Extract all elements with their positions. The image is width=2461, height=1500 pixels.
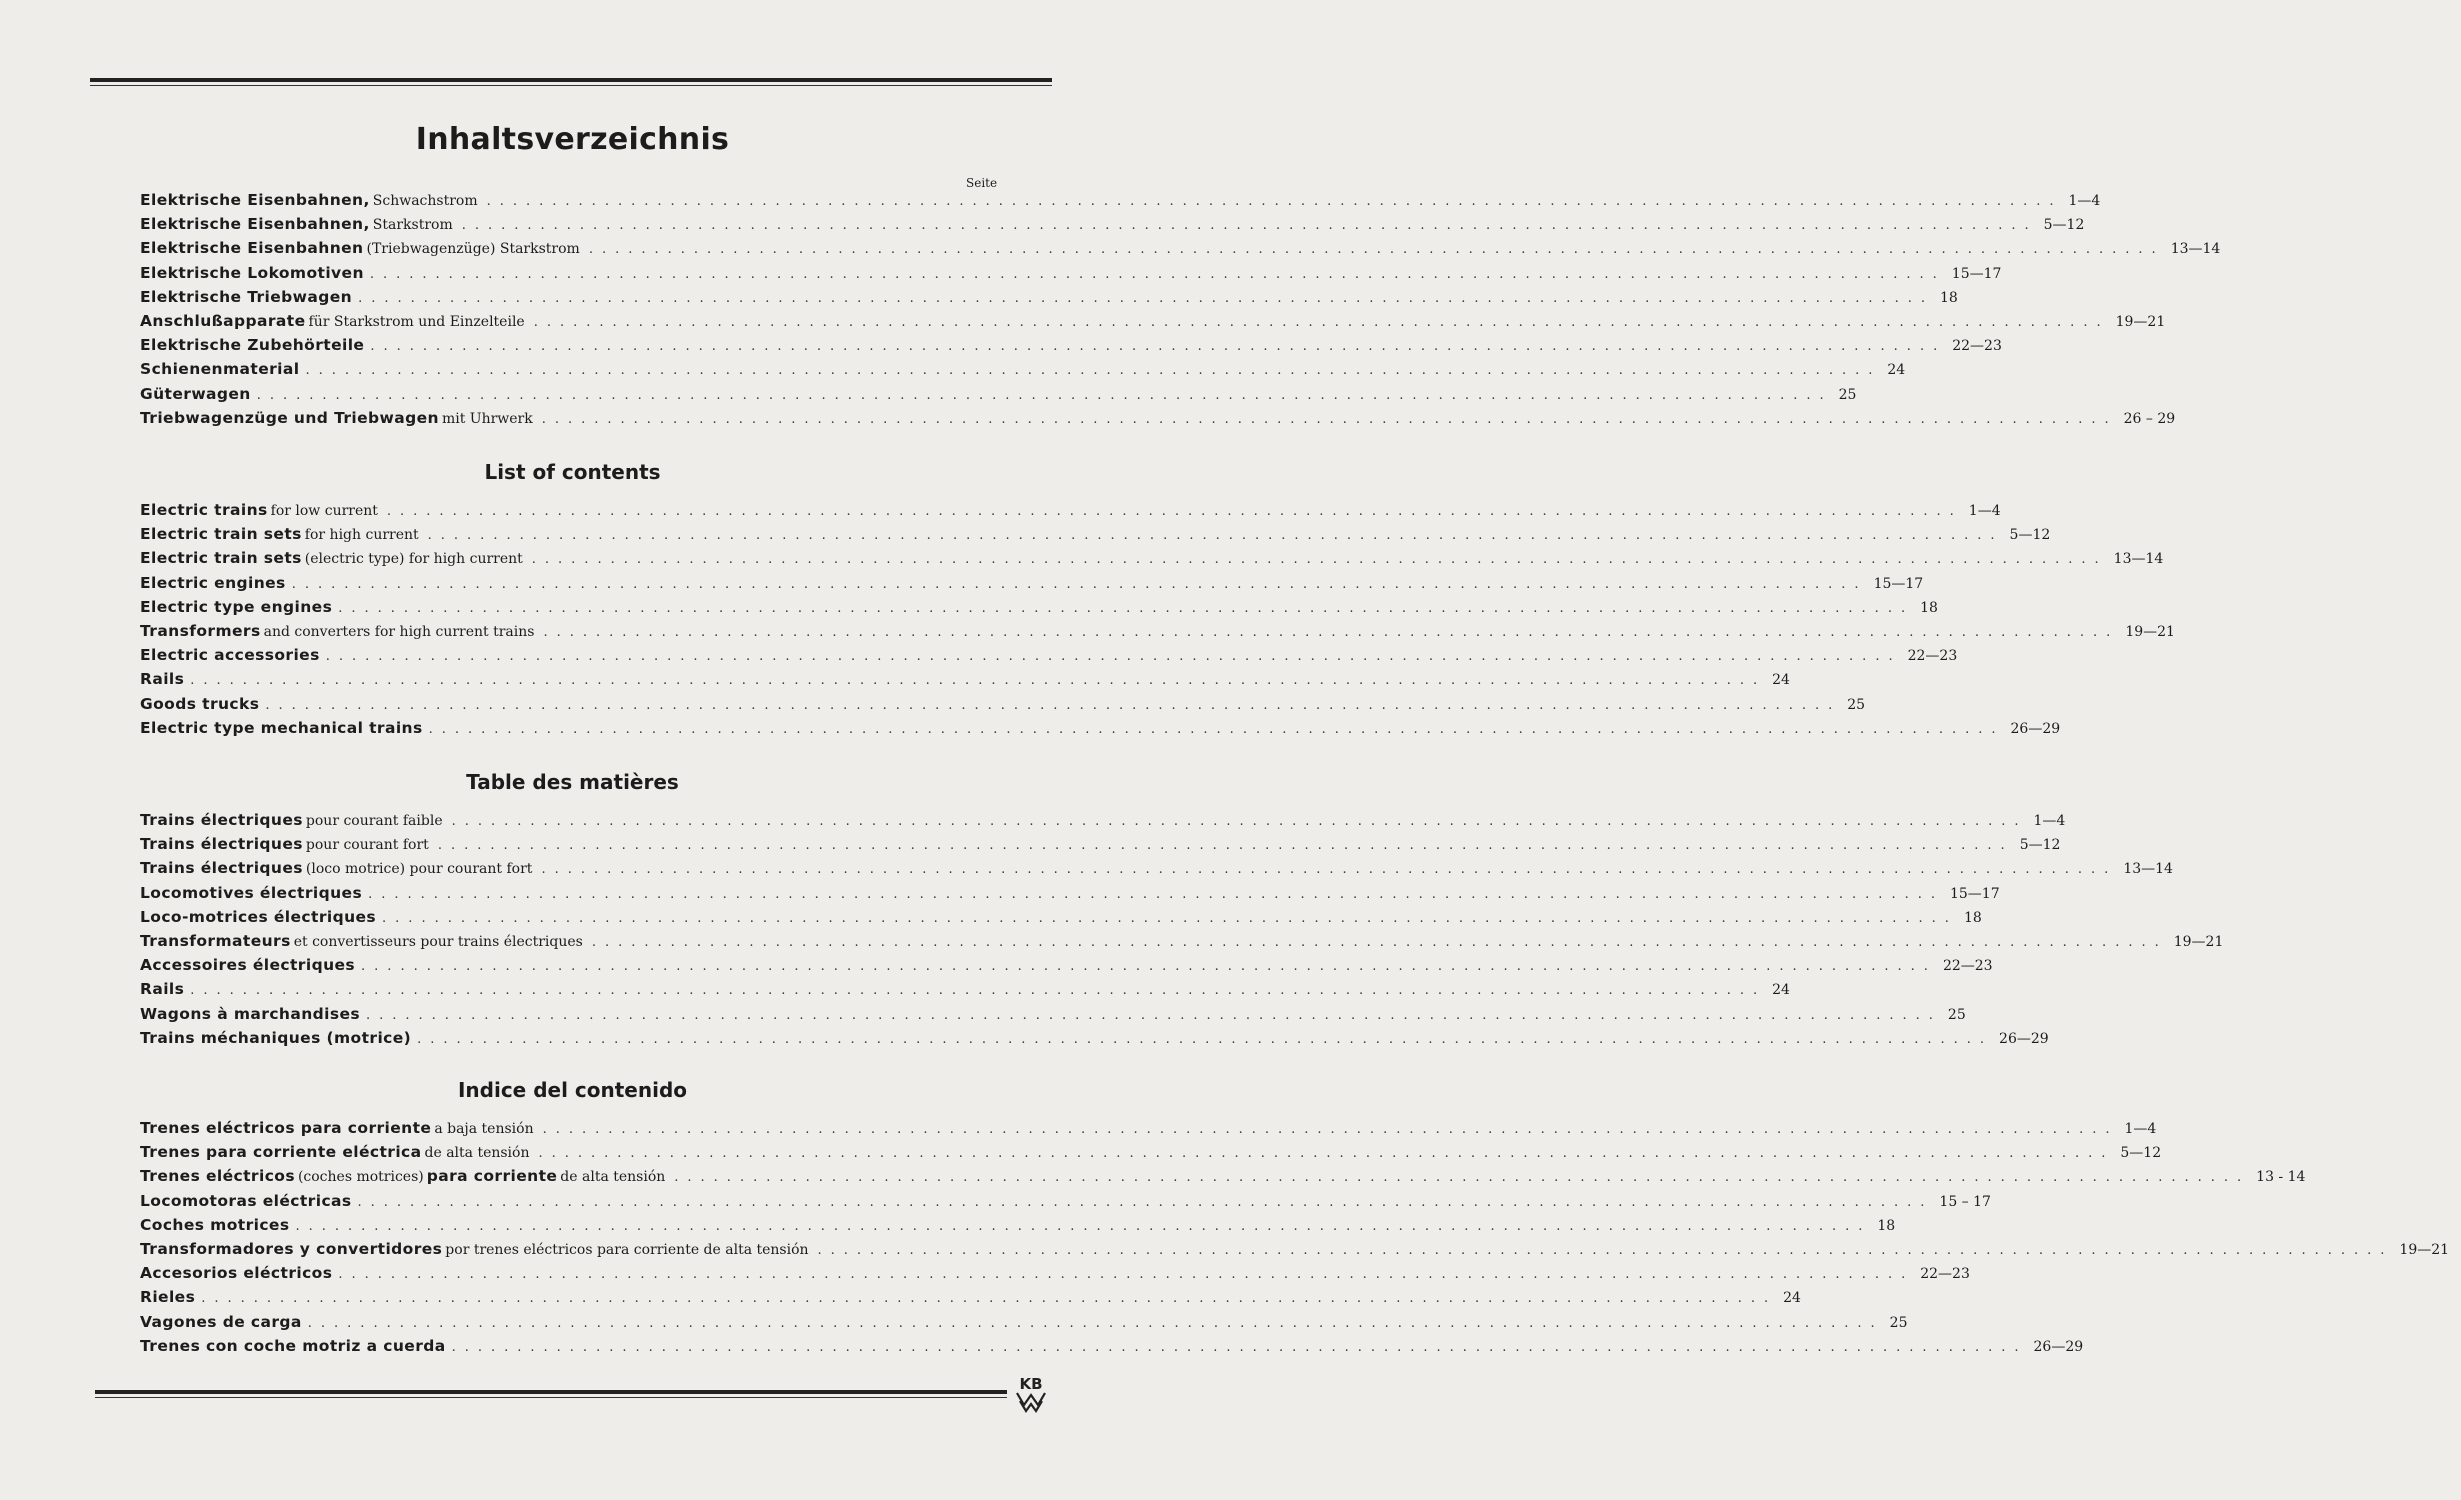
toc-entry-page-number: 24 [1783,1290,1801,1307]
toc-entry-title [140,1334,446,1358]
toc-entry-title [140,357,299,381]
toc-entry-bold-text: Trenes para corriente eléctrica [140,1143,422,1162]
toc-entry [140,643,1958,667]
dot-leader: ........................................................................................................................ [357,1194,1934,1210]
toc-entry-bold-text: Coches motrices [140,1215,290,1234]
dot-leader: ........................................................................................................................ [295,1218,1872,1234]
dot-leader: ........................................................................................................................ [265,697,1842,713]
toc-entry-page-number: 25 [1947,1006,1966,1023]
toc-entry-title [140,333,364,357]
toc-entry-bold-text: Trenes eléctricos [140,1167,295,1186]
toc-entry [140,832,2061,856]
toc-entry [140,716,2061,740]
toc-entry-page-number: 19—21 [2399,1242,2450,1258]
toc-entry [140,212,2085,236]
dot-leader: ........................................................................................................................ [386,504,1963,519]
toc-entry-page-number: 24 [1772,672,1790,689]
toc-entry-title [140,905,376,929]
toc-entry-page-number: 13—14 [2113,551,2164,568]
toc-entry-page-number: 22—23 [1920,1266,1970,1283]
toc-entry-bold-text: Güterwagen [140,384,251,403]
toc-entry-title [140,1140,532,1165]
toc-entry [140,1285,1801,1309]
toc-entry-bold-text: Loco-motrices électriques [140,907,377,926]
toc-entry-page-number: 5—12 [2120,1145,2162,1162]
toc-entry-page-number: 15—17 [1873,575,1924,592]
toc-entry-page-number: 26 – 29 [2123,410,2176,427]
toc-entry-bold-text: Trenes eléctricos para corriente [140,1119,432,1137]
toc-entry [140,1310,1908,1334]
dot-leader: ........................................................................................................................ [305,363,1882,379]
toc-entry-bold-text: Electric trains [140,501,268,519]
toc-entry-page-number: 1—4 [2033,813,2066,829]
toc-entry-bold-text: Elektrische Eisenbahnen [140,239,364,258]
toc-entry-title [140,1002,360,1026]
toc-entry-bold-text: Transformers [140,622,261,640]
toc-entry-page-number: 13 - 14 [2256,1169,2306,1186]
page-title: Inhaltsverzeichnis [415,122,730,157]
toc-entry [140,1189,1991,1213]
dot-leader: ........................................................................................................................ [428,721,2005,737]
toc-entry-bold-text: Trenes con coche motriz a cuerda [140,1336,446,1355]
toc-entry-title [140,522,422,547]
toc-entry-title [140,643,320,667]
toc-entry-page-number: 13—14 [2123,861,2173,878]
toc-entry [140,905,1982,929]
dot-leader: ........................................................................................................................ [591,935,2168,950]
section-heading: Indice del contenido [457,1078,688,1102]
toc-entry-title [140,808,446,833]
toc-entry-normal-text: a baja tensión [434,1121,534,1137]
toc-entry-bold-text: Elektrische Lokomotiven [140,263,364,282]
toc-entry [140,856,2173,880]
dot-leader: ........................................................................................................................ [437,838,2014,854]
toc-entry-bold-text: Rails [140,670,185,689]
toc-entry-title [140,1310,302,1334]
toc-entry [140,1213,1896,1237]
toc-entry-page-number: 24 [1887,362,1906,379]
logo-text: KB [1019,1375,1043,1393]
toc-entry-page-number: 26—29 [2033,1338,2084,1355]
toc-entry-bold-text: Trains électriques [140,859,303,878]
toc-entry [140,1334,2084,1358]
toc-entry-title [140,832,432,857]
toc-entry-title [140,212,456,237]
toc-entry [140,1026,2049,1050]
toc-entry-title [140,1237,812,1262]
dot-leader: ........................................................................................................................ [368,886,1944,902]
toc-entry-page-number: 19—21 [2125,624,2175,640]
dot-leader: ........................................................................................................................ [531,552,2108,568]
toc-entry-title [140,188,481,213]
toc-entry-bold-text: Electric type engines [140,597,333,616]
toc-entry-page-number: 18 [1940,289,1958,306]
toc-entry-page-number: 19—21 [2115,314,2166,330]
toc-entry-title [140,1026,411,1050]
toc-entry-page-number: 15 – 17 [1939,1193,1991,1210]
toc-entry-page-number: 5—12 [2043,217,2085,234]
toc-entry-bold-text: Rails [140,980,185,999]
toc-entry-bold-text: Trains électriques [140,835,303,854]
toc-entry-title [140,261,364,285]
toc-entry-title [140,1261,332,1285]
toc-entry-title [140,1213,289,1237]
kb-logo-icon [1014,1375,1048,1415]
toc-entry-bold-text: Trains méchaniques (motrice) [140,1028,412,1047]
toc-entry [140,285,1958,309]
toc-entry-page-number: 22—23 [1942,958,1993,975]
toc-entry-bold-text: Rieles [140,1288,196,1307]
toc-entry-page-number: 19—21 [2173,934,2224,950]
toc-entry-normal-text: (coches motrices) [297,1169,424,1186]
toc-entry [140,522,2051,546]
toc-entry-bold-text: Elektrische Zubehörteile [140,336,365,355]
toc-entry [140,977,1790,1001]
toc-entry-title [140,716,423,740]
toc-entry-bold-text: para corriente [426,1167,558,1186]
toc-entry-bold-text: Locomotives électriques [140,883,363,902]
toc-entry [140,236,2221,260]
toc-entry [140,1140,2162,1164]
toc-entry-page-number: 26—29 [2010,720,2061,737]
dot-leader: ........................................................................................................................ [538,1146,2115,1162]
toc-entry-bold-text: Elektrische Triebwagen [140,287,353,306]
toc-entry-page-number: 15—17 [1949,885,2000,902]
dot-leader: ........................................................................................................................ [307,1315,1884,1331]
dot-leader: ........................................................................................................................ [543,625,2120,640]
toc-entry-page-number: 24 [1772,982,1790,999]
toc-entry-page-number: 5—12 [2019,837,2061,854]
toc-entry-bold-text: Anschlußapparate [140,312,306,330]
top-double-rule [90,78,1052,86]
toc-entry [140,692,1866,716]
toc-entry [140,1116,2157,1140]
dot-leader: ........................................................................................................................ [190,983,1767,999]
toc-entry-title [140,977,184,1001]
toc-entry-bold-text: Electric engines [140,573,286,592]
toc-entry-page-number: 25 [1847,696,1866,713]
toc-entry-bold-text: Trains électriques [140,811,303,829]
toc-entry-title [140,881,362,905]
toc-entry-bold-text: Schienenmaterial [140,360,300,379]
dot-leader: ........................................................................................................................ [541,862,2118,878]
dot-leader: ........................................................................................................................ [382,910,1958,926]
toc-entry-title [140,1116,537,1141]
dot-leader: ........................................................................................................................ [366,1007,1942,1023]
toc-entry-bold-text: Transformadores y convertidores [140,1240,443,1258]
toc-entry-normal-text: por trenes eléctricos para corriente de alta tensión [445,1242,809,1258]
toc-entry [140,1164,2306,1188]
toc-entry-normal-text: for low current [270,503,378,519]
toc-entry-title [140,856,535,881]
toc-entry [140,498,2001,522]
toc-entry-bold-text: Electric train sets [140,549,302,568]
dot-leader: ........................................................................................................................ [325,649,1902,665]
dot-leader: ........................................................................................................................ [588,242,2165,258]
toc-entry [140,1237,2450,1261]
toc-entry-title [140,619,537,644]
toc-entry [140,881,2000,905]
toc-entry-normal-text: Starkstrom [372,217,453,234]
dot-leader: ........................................................................................................................ [674,1170,2251,1186]
toc-entry-bold-text: Locomotoras eléctricas [140,1191,352,1210]
toc-entry-page-number: 18 [1920,599,1938,616]
dot-leader: ........................................................................................................................ [542,1122,2119,1137]
dot-leader: ........................................................................................................................ [486,194,2063,209]
dot-leader: ........................................................................................................................ [190,673,1767,689]
toc-entry [140,309,2166,333]
toc-entry-normal-text: for high current [304,527,419,544]
toc-entry-title [140,236,583,261]
toc-entry [140,546,2164,570]
dot-leader: ........................................................................................................................ [417,1031,1994,1047]
toc-entry-title [140,1189,352,1213]
toc-entry-page-number: 22—23 [1907,648,1958,665]
toc-entry-normal-text: de alta tensión [560,1169,666,1186]
dot-leader: ........................................................................................................................ [451,814,2028,829]
toc-entry [140,357,1906,381]
toc-entry-page-number: 5—12 [2009,527,2051,544]
toc-entry-normal-text: et convertisseurs pour trains électriques [293,934,583,950]
toc-entry-title [140,692,259,716]
toc-entry-normal-text: für Starkstrom und Einzelteile [308,314,525,330]
toc-entry [140,808,2066,832]
toc-entry [140,188,2101,212]
toc-entry-bold-text: Electric accessories [140,646,320,665]
toc-entry [140,382,1857,406]
toc-entry [140,571,1924,595]
dot-leader: ........................................................................................................................ [451,1339,2028,1355]
dot-leader: ........................................................................................................................ [541,411,2118,427]
toc-entry-title [140,546,526,571]
dot-leader: ........................................................................................................................ [291,576,1868,592]
toc-entry-title [140,309,528,334]
dot-leader: ........................................................................................................................ [201,1291,1778,1307]
toc-entry-normal-text: Schwachstrom [372,193,478,209]
toc-entry-bold-text: Accesorios eléctricos [140,1264,333,1283]
toc-entry-title [140,406,536,431]
toc-entry-page-number: 18 [1877,1217,1896,1234]
toc-entry [140,333,2002,357]
dot-leader: ........................................................................................................................ [361,959,1937,975]
dot-leader: ........................................................................................................................ [461,218,2038,234]
dot-leader: ........................................................................................................................ [370,339,1947,355]
toc-entry-page-number: 26—29 [1999,1030,2049,1047]
toc-entry-page-number: 1—4 [1968,503,2001,519]
toc-entry-page-number: 25 [1838,386,1857,403]
toc-entry-title [140,667,184,691]
toc-entry-bold-text: Elektrische Eisenbahnen, [140,191,370,209]
toc-entry-bold-text: Accessoires électriques [140,956,356,975]
toc-entry-bold-text: Transformateurs [140,932,291,950]
dot-leader: ........................................................................................................................ [533,315,2110,330]
toc-entry [140,1261,1970,1285]
toc-entry-normal-text: pour courant faible [305,813,443,829]
toc-entry [140,953,1993,977]
section-heading: Table des matières [466,770,679,794]
toc-entry-normal-text: pour courant fort [305,837,429,854]
toc-entry-page-number: 13—14 [2170,241,2221,258]
toc-entry-normal-text: and converters for high current trains [263,624,535,640]
dot-leader: ........................................................................................................................ [427,528,2004,544]
dot-leader: ........................................................................................................................ [338,600,1915,616]
toc-entry [140,619,2175,643]
toc-entry-title [140,595,332,619]
bottom-double-rule [95,1390,1007,1398]
toc-entry-bold-text: Electric train sets [140,525,302,544]
toc-entry [140,667,1790,691]
toc-entry-bold-text: Vagones de carga [140,1312,302,1331]
toc-entry-title [140,953,355,977]
toc-entry-title [140,1164,668,1189]
toc-entry-title [140,1285,195,1309]
toc-entry-page-number: 1—4 [2068,193,2101,209]
toc-entry-normal-text: (Triebwagenzüge) Starkstrom [366,241,580,258]
toc-entry-title [140,285,352,309]
dot-leader: ........................................................................................................................ [338,1267,1915,1283]
toc-entry-normal-text: (electric type) for high current [304,551,523,568]
toc-entry-bold-text: Goods trucks [140,694,260,713]
toc-entry-title [140,929,586,954]
dot-leader: ........................................................................................................................ [369,266,1946,282]
toc-entry-normal-text: de alta tensión [424,1145,530,1162]
toc-entry-page-number: 25 [1889,1314,1908,1331]
dot-leader: ........................................................................................................................ [256,387,1833,403]
toc-entry-title [140,382,251,406]
toc-entry-bold-text: Electric type mechanical trains [140,718,423,737]
toc-entry-bold-text: Triebwagenzüge und Triebwagen [140,408,439,427]
toc-entry-bold-text: Wagons à marchandises [140,1004,361,1023]
toc-entry-page-number: 22—23 [1952,338,2002,355]
toc-entry-page-number: 18 [1963,909,1982,926]
dot-leader: ........................................................................................................................ [817,1243,2394,1258]
toc-entry-normal-text: mit Uhrwerk [441,410,533,427]
toc-entry-title [140,571,286,595]
toc-entry-page-number: 15—17 [1951,265,2002,282]
toc-entry-bold-text: Elektrische Eisenbahnen, [140,215,370,234]
toc-entry-normal-text: (loco motrice) pour courant fort [305,861,533,878]
dot-leader: ........................................................................................................................ [358,290,1934,306]
page-column-label: Seite [966,176,998,190]
toc-entry [140,406,2176,430]
section-heading: List of contents [484,460,661,484]
toc-entry [140,261,2002,285]
toc-entry-title [140,498,381,523]
toc-entry [140,1002,1966,1026]
toc-entry [140,929,2224,953]
toc-entry-page-number: 1—4 [2124,1121,2157,1137]
toc-entry [140,595,1938,619]
